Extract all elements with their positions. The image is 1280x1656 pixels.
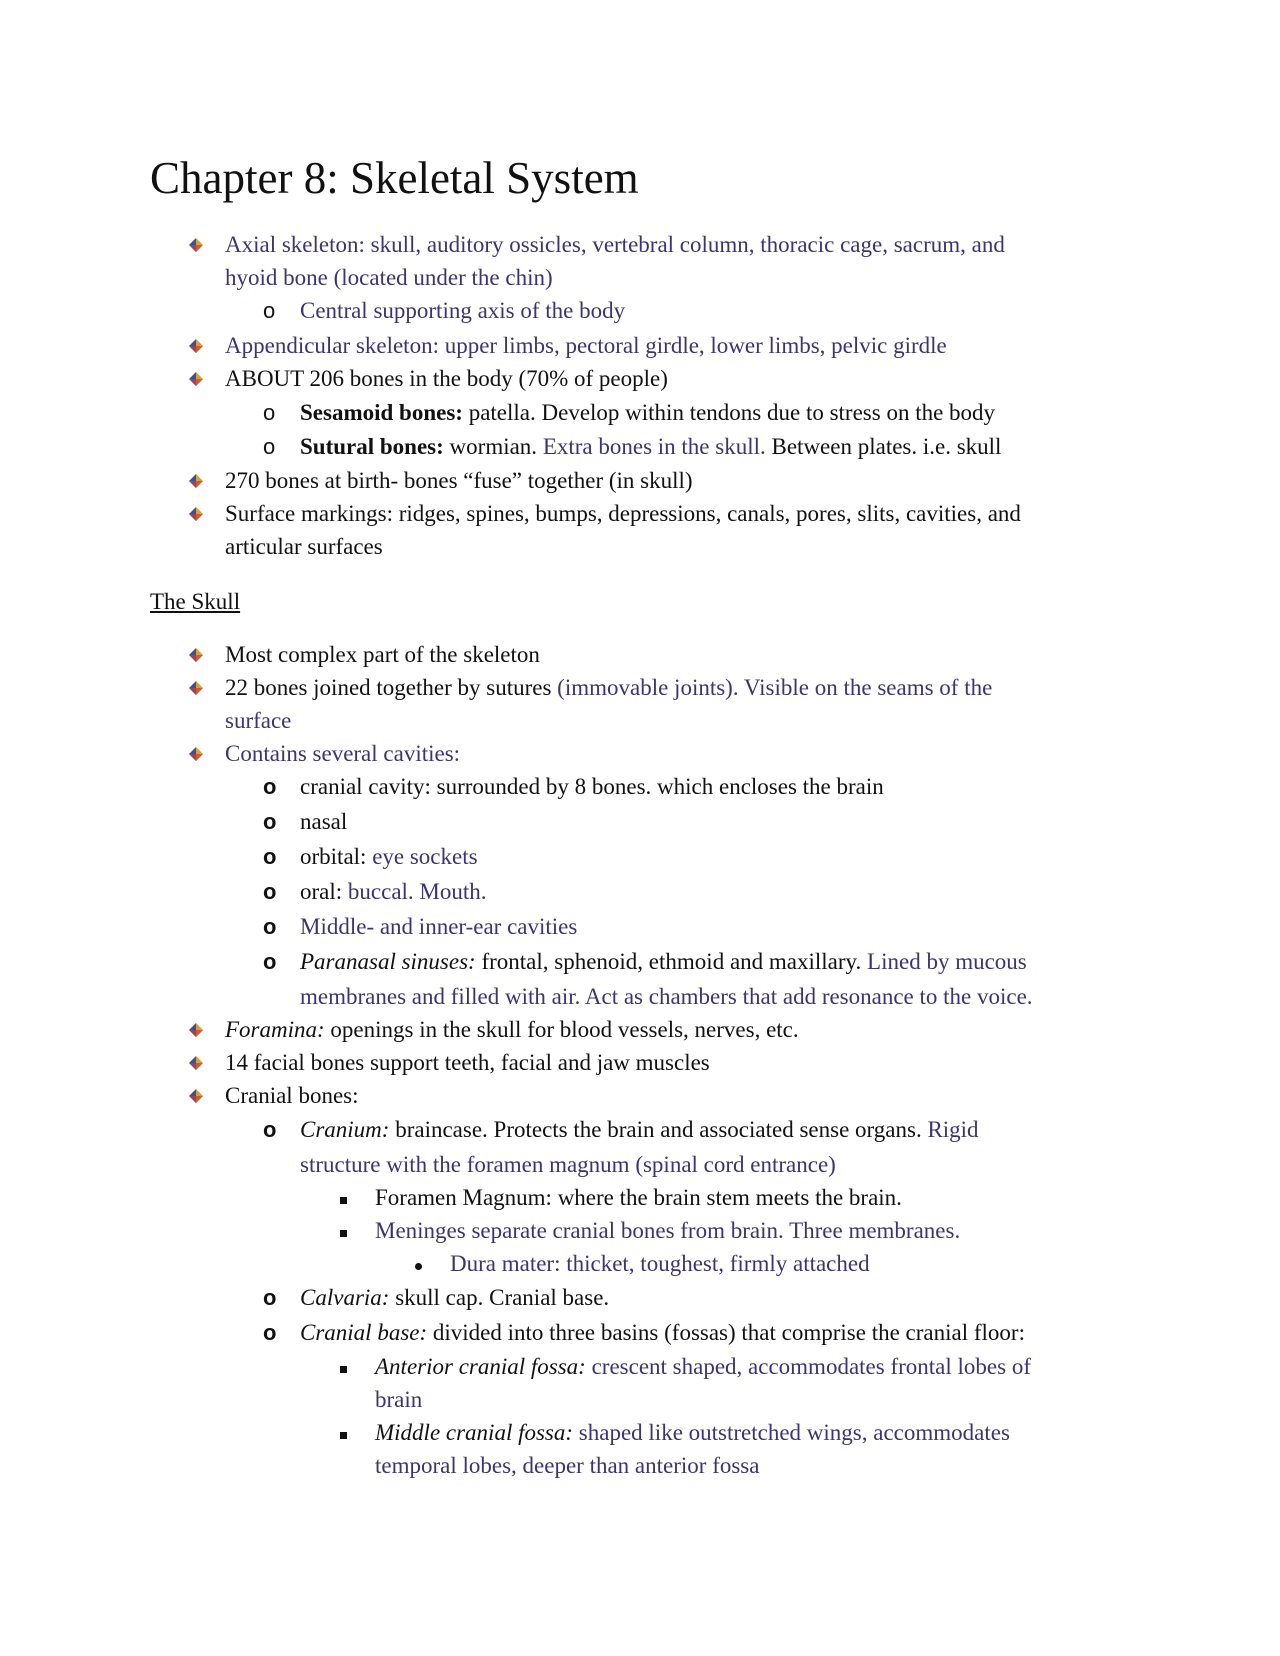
foramina [225,1013,799,1046]
oral-label: oral: [300,879,348,904]
oral-text: buccal. Mouth. [347,879,487,904]
bones-at-birth: 270 bones at birth- bones “fuse” together (in skull) [225,468,693,493]
square-bullet [340,1197,347,1204]
anterior-fossa-line2: brain [375,1387,423,1412]
cranium-highlight: Rigid [927,1117,979,1142]
arrow-bullet-icon [189,339,203,353]
circle-bullet: o [263,914,277,939]
anterior-fossa-line1 [375,1350,1031,1383]
arrow-bullet-icon [189,1089,203,1103]
cranial-cavity: cranial cavity: surrounded by 8 bones. which encloses the brain [300,774,884,799]
cranial-base-label: Cranial base: [300,1320,428,1345]
arrow-bullet-icon [189,747,203,761]
sesamoid-text: patella. Develop within tendons due to stress on the body [462,400,996,425]
nasal-cavity: nasal [300,809,348,834]
sutures-text: 22 bones joined together by sutures [225,675,558,700]
calvaria-label: Calvaria: [300,1285,390,1310]
circle-bullet: o [263,879,277,904]
paranasal-label: Paranasal sinuses: [300,949,476,974]
arrow-bullet-icon [189,238,203,252]
arrow-bullet-icon [189,1023,203,1037]
middle-fossa-label: Middle cranial fossa: [375,1420,574,1445]
paranasal-line2: membranes and filled with air. Act as chambers that add resonance to the voice. [300,984,1033,1009]
axial-skeleton-line2: hyoid bone (located under the chin) [225,265,553,290]
square-bullet [340,1366,347,1373]
circle-bullet: o [263,809,277,834]
middle-fossa-text: shaped like outstretched wings, accommodates [573,1420,1010,1445]
oral-cavity [300,875,487,908]
foramen-magnum: Foramen Magnum: where the brain stem meets the brain. [375,1185,902,1210]
calvaria-text: skull cap. Cranial base. [389,1285,610,1310]
square-bullet [340,1230,347,1237]
cranium-label: Cranium: [300,1117,390,1142]
meninges: Meninges separate cranial bones from brain. Three membranes. [375,1218,961,1243]
middle-fossa-line2: temporal lobes, deeper than anterior fossa [375,1453,760,1478]
circle-bullet: o [263,774,277,799]
cranium-line1 [300,1113,979,1146]
sutural-label: Sutural bones: [300,434,444,459]
cranial-bones: Cranial bones: [225,1083,359,1108]
appendicular-skeleton: Appendicular skeleton: upper limbs, pectoral girdle, lower limbs, pelvic girdle [225,333,947,358]
arrow-bullet-icon [189,648,203,662]
circle-bullet: o [263,434,276,459]
arrow-bullet-icon [189,681,203,695]
circle-bullet: o [263,1320,277,1345]
paranasal-highlight: Lined by mucous [867,949,1027,974]
anterior-fossa-text: crescent shaped, accommodates frontal lobes of [585,1354,1031,1379]
cranium-text: braincase. Protects the brain and associated sense organs. [389,1117,928,1142]
orbital-label: orbital: [300,844,373,869]
circle-bullet: o [263,1285,277,1310]
circle-bullet: o [263,949,277,974]
ear-cavities: Middle- and inner-ear cavities [300,914,578,939]
sutures-line1 [225,671,992,704]
orbital-text: eye sockets [372,844,478,869]
dura-mater: Dura mater: thicket, toughest, firmly attached [450,1251,870,1276]
paranasal-line1 [300,945,1027,978]
sutural-bones [300,430,1001,463]
section-heading-skull: The Skull [150,589,241,614]
sutural-text: wormian. [443,434,543,459]
cavities-heading: Contains several cavities: [225,741,461,766]
sesamoid-bones [300,396,995,429]
sutures-highlight: (immovable joints). Visible on the seams of the [557,675,993,700]
cranial-base [300,1316,1025,1349]
orbital-cavity [300,840,478,873]
dot-bullet [415,1263,422,1270]
foramina-text: openings in the skull for blood vessels, nerves, etc. [324,1017,799,1042]
about-206-bones: ABOUT 206 bones in the body (70% of people) [225,366,668,391]
surface-markings-line1: Surface markings: ridges, spines, bumps, depressions, canals, pores, slits, cavities, and [225,501,1021,526]
surface-markings-line2: articular surfaces [225,534,383,559]
circle-bullet: o [263,298,276,323]
foramina-label: Foramina: [225,1017,325,1042]
circle-bullet: o [263,1117,277,1142]
sutural-highlight: Extra bones in the skull. [542,434,766,459]
most-complex: Most complex part of the skeleton [225,642,540,667]
paranasal-text: frontal, sphenoid, ethmoid and maxillary. [475,949,868,974]
cranial-base-text: divided into three basins (fossas) that comprise the cranial floor: [427,1320,1025,1345]
page-title: Chapter 8: Skeletal System [150,153,639,203]
cranium-line2: structure with the foramen magnum (spinal cord entrance) [300,1152,836,1177]
circle-bullet: o [263,844,277,869]
calvaria [300,1281,609,1314]
sutures-line2: surface [225,708,292,733]
arrow-bullet-icon [189,1056,203,1070]
square-bullet [340,1432,347,1439]
facial-bones: 14 facial bones support teeth, facial and jaw muscles [225,1050,710,1075]
sesamoid-label: Sesamoid bones: [300,400,463,425]
axial-skeleton-line1: Axial skeleton: skull, auditory ossicles, vertebral column, thoracic cage, sacrum, and [225,232,1005,257]
middle-fossa-line1 [375,1416,1010,1449]
circle-bullet: o [263,400,276,425]
arrow-bullet-icon [189,507,203,521]
anterior-fossa-label: Anterior cranial fossa: [375,1354,586,1379]
axial-sub-item: Central supporting axis of the body [300,298,626,323]
arrow-bullet-icon [189,372,203,386]
sutural-text-end: Between plates. i.e. skull [765,434,1002,459]
arrow-bullet-icon [189,474,203,488]
